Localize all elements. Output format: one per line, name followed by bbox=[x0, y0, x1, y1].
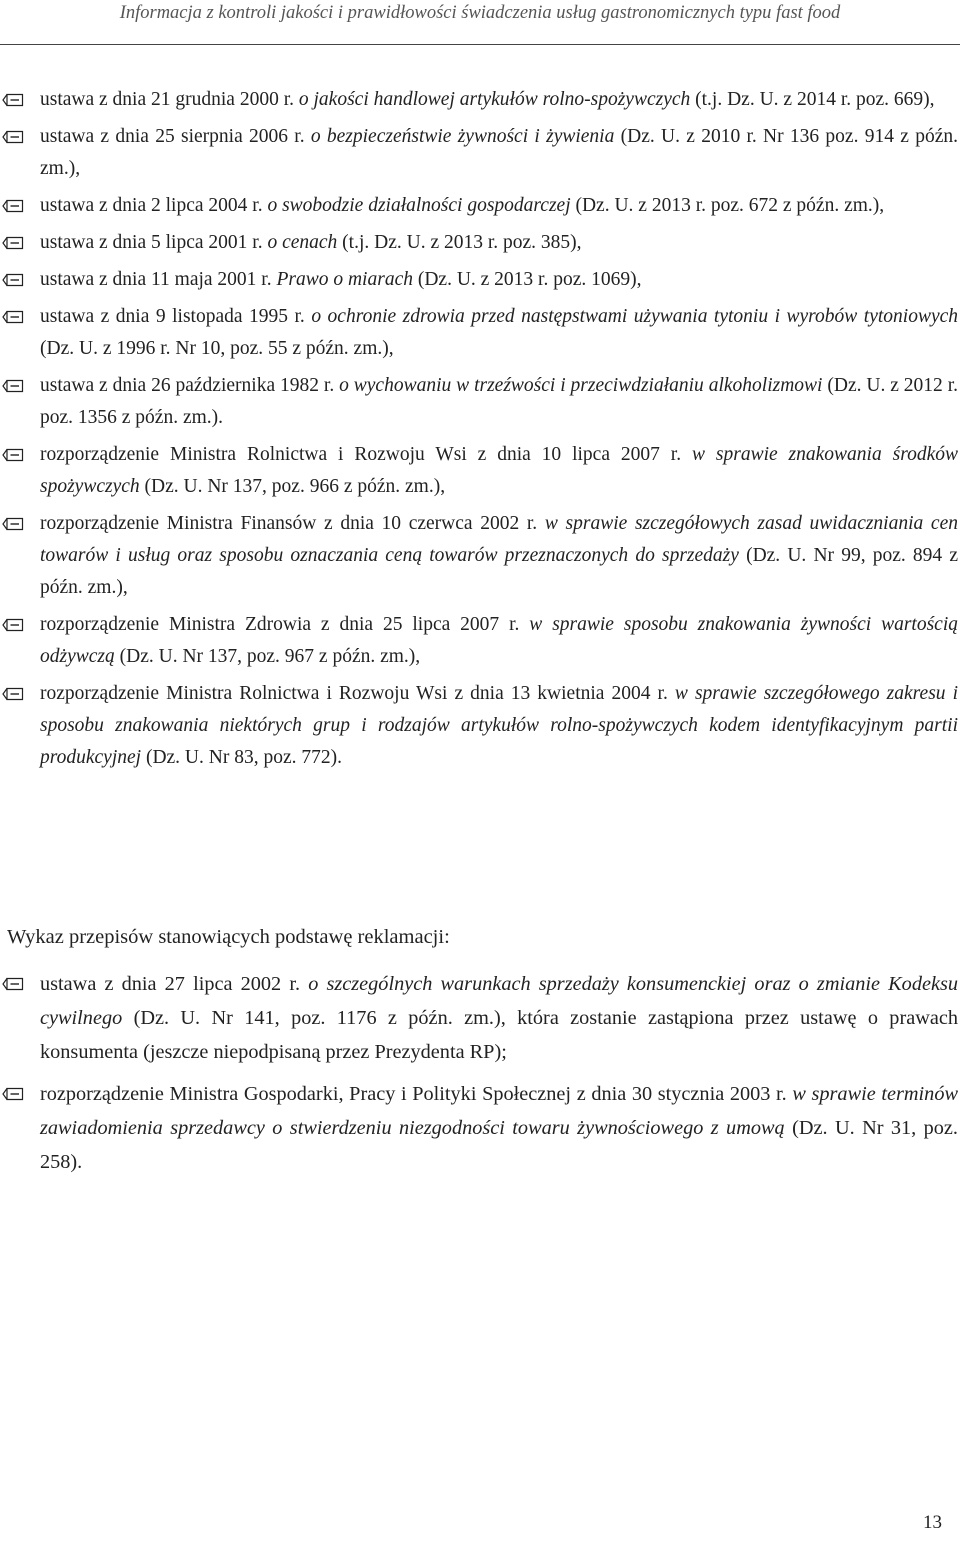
minus-square-icon bbox=[2, 618, 25, 633]
minus-square-icon bbox=[2, 379, 25, 394]
regulation-item bbox=[0, 678, 960, 774]
regulation-lead: ustawa z dnia 9 listopada 1995 r. bbox=[40, 306, 305, 327]
regulation-title: w sprawie szczegółowego zakresu i sposobu znakowania niektórych grup i rodzajów artykułów rolno-spożywczych kodem identyfikacyjnym partii produkcyjnej bbox=[40, 683, 958, 768]
regulation-lead: rozporządzenie Ministra Rolnictwa i Rozwoju Wsi z dnia 10 lipca 2007 r. bbox=[40, 444, 682, 465]
minus-square-icon bbox=[2, 687, 25, 702]
regulation-citation: (t.j. Dz. U. z 2013 r. poz. 385), bbox=[342, 232, 582, 253]
regulation-item bbox=[0, 227, 960, 259]
minus-square-icon bbox=[2, 273, 25, 288]
regulation-citation: (Dz. U. Nr 141, poz. 1176 z późn. zm.), która zostanie zastąpiona przez ustawę o prawach konsumenta (jeszcze niepodpisaną przez Prezydenta RP); bbox=[40, 1007, 958, 1063]
regulation-title: o cenach bbox=[267, 232, 338, 253]
regulation-title: o ochronie zdrowia przed następstwami używania tytoniu i wyrobów tytoniowych bbox=[311, 306, 959, 327]
regulation-citation: (Dz. U. z 2010 r. Nr 136 poz. 914 z późn. zm.), bbox=[40, 126, 958, 179]
regulation-citation: (Dz. U. z 2012 r. poz. 1356 z późn. zm.). bbox=[40, 375, 959, 428]
regulation-lead: rozporządzenie Ministra Zdrowia z dnia 25 lipca 2007 r. bbox=[40, 614, 520, 635]
regulation-item bbox=[0, 439, 960, 503]
minus-square-icon bbox=[2, 93, 25, 108]
regulation-citation: (Dz. U. Nr 137, poz. 966 z późn. zm.), bbox=[144, 476, 446, 497]
regulation-citation: (Dz. U. z 1996 r. Nr 10, poz. 55 z późn. zm.), bbox=[40, 338, 394, 359]
regulation-title: o swobodzie działalności gospodarczej bbox=[267, 195, 571, 216]
regulation-item bbox=[0, 264, 960, 296]
regulation-lead: ustawa z dnia 21 grudnia 2000 r. bbox=[40, 89, 294, 110]
regulation-citation: (Dz. U. Nr 83, poz. 772). bbox=[145, 747, 342, 768]
regulation-title: o bezpieczeństwie żywności i żywienia bbox=[310, 126, 615, 147]
page-number: 13 bbox=[923, 1512, 942, 1533]
minus-square-icon bbox=[2, 517, 25, 532]
regulation-item bbox=[0, 301, 960, 365]
complaint-regulations-list bbox=[0, 967, 960, 1187]
page-header bbox=[0, 0, 960, 46]
header-title: Informacja z kontroli jakości i prawidłowości świadczenia usług gastronomicznych typu fast food bbox=[119, 3, 841, 23]
regulation-lead: rozporządzenie Ministra Rolnictwa i Rozwoju Wsi z dnia 13 kwietnia 2004 r. bbox=[40, 683, 668, 704]
regulation-title: Prawo o miarach bbox=[276, 269, 413, 290]
minus-square-icon bbox=[2, 1087, 25, 1102]
regulation-title: w sprawie terminów zawiadomienia sprzedawcy o stwierdzeniu niezgodności towaru żywnościowego z umową bbox=[40, 1083, 958, 1139]
regulation-title: o jakości handlowej artykułów rolno-spożywczych bbox=[298, 89, 691, 110]
minus-square-icon bbox=[2, 310, 25, 325]
regulation-lead: ustawa z dnia 26 października 1982 r. bbox=[40, 375, 335, 396]
minus-square-icon bbox=[2, 236, 25, 251]
regulation-lead: ustawa z dnia 25 sierpnia 2006 r. bbox=[40, 126, 305, 147]
regulation-citation: (Dz. U. z 2013 r. poz. 1069), bbox=[417, 269, 642, 290]
regulation-item bbox=[0, 609, 960, 673]
header-divider bbox=[0, 44, 960, 45]
regulation-title: w sprawie szczegółowych zasad uwidaczniania cen towarów i usług oraz sposobu oznaczania ceną towarów przeznaczonych do sprzedaży bbox=[40, 513, 958, 566]
regulation-lead: ustawa z dnia 2 lipca 2004 r. bbox=[40, 195, 263, 216]
section-heading: Wykaz przepisów stanowiących podstawę reklamacji: bbox=[7, 926, 450, 948]
regulation-title: o wychowaniu w trzeźwości i przeciwdziałaniu alkoholizmowi bbox=[339, 375, 823, 396]
regulation-lead: ustawa z dnia 27 lipca 2002 r. bbox=[40, 973, 301, 995]
regulation-item bbox=[0, 370, 960, 434]
regulation-citation: (Dz. U. z 2013 r. poz. 672 z późn. zm.), bbox=[575, 195, 885, 216]
minus-square-icon bbox=[2, 130, 25, 145]
regulation-item bbox=[0, 84, 960, 116]
regulation-citation: (Dz. U. Nr 137, poz. 967 z późn. zm.), bbox=[119, 646, 421, 667]
minus-square-icon bbox=[2, 448, 25, 463]
regulation-title: w sprawie sposobu znakowania żywności wartością odżywczą bbox=[40, 614, 958, 667]
regulation-item bbox=[0, 121, 960, 185]
regulation-lead: ustawa z dnia 5 lipca 2001 r. bbox=[40, 232, 263, 253]
regulation-title: w sprawie znakowania środków spożywczych bbox=[40, 444, 958, 497]
regulation-title: o szczególnych warunkach sprzedaży konsumenckiej oraz o zmianie Kodeksu cywilnego bbox=[40, 973, 959, 1029]
regulation-lead: rozporządzenie Ministra Gospodarki, Pracy i Polityki Społecznej z dnia 30 stycznia 2003 r. bbox=[40, 1083, 787, 1105]
regulation-item bbox=[0, 190, 960, 222]
regulation-citation: (Dz. U. Nr 99, poz. 894 z późn. zm.), bbox=[40, 545, 959, 598]
complaint-regulation-item bbox=[0, 1077, 960, 1179]
regulation-item bbox=[0, 508, 960, 604]
regulation-lead: ustawa z dnia 11 maja 2001 r. bbox=[40, 269, 272, 290]
minus-square-icon bbox=[2, 199, 25, 214]
regulation-lead: rozporządzenie Ministra Finansów z dnia 10 czerwca 2002 r. bbox=[40, 513, 538, 534]
regulation-citation: (Dz. U. Nr 31, poz. 258). bbox=[40, 1117, 958, 1173]
regulation-citation: (t.j. Dz. U. z 2014 r. poz. 669), bbox=[695, 89, 935, 110]
minus-square-icon bbox=[2, 977, 25, 992]
complaint-regulation-item bbox=[0, 967, 960, 1069]
regulations-list bbox=[0, 84, 960, 779]
